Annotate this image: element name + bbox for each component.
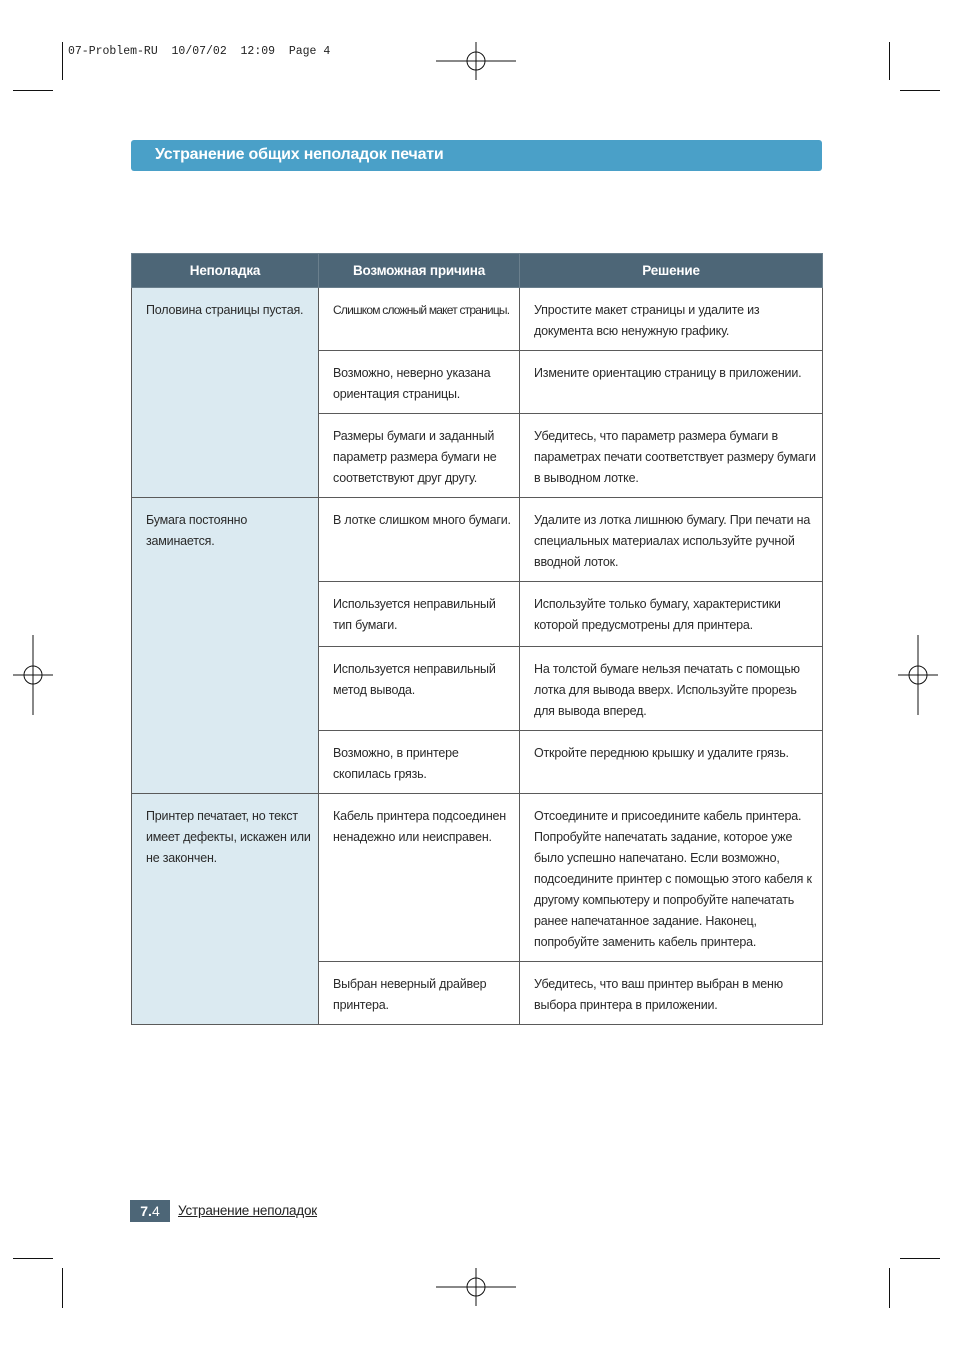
cause-cell: [319, 288, 520, 351]
cause-cell: Возможно, неверно указана ориентация страницы.: [319, 351, 520, 414]
crop-mark: [900, 90, 940, 91]
table-row: [132, 498, 823, 582]
column-header-cause: Возможная причина: [319, 254, 520, 288]
cause-cell: Используется неправильный метод вывода.: [319, 647, 520, 731]
section-title: Устранение общих неполадок печати: [155, 146, 444, 163]
table-header-row: [132, 254, 823, 288]
troubleshooting-table-wrapper: [131, 253, 822, 1025]
troubleshooting-table: [131, 253, 823, 1025]
table-row: [132, 288, 823, 351]
crop-mark: [889, 1268, 890, 1308]
solution-cell: Используйте только бумагу, характеристики которой предусмотрены для принтера.: [520, 582, 823, 647]
problem-cell: Половина страницы пустая.: [132, 288, 319, 498]
crop-mark: [13, 90, 53, 91]
solution-cell: Убедитесь, что параметр размера бумаги в параметрах печати соответствует размеру бумаги в выводном лотке.: [520, 414, 823, 498]
solution-cell: Отсоедините и присоедините кабель принтера. Попробуйте напечатать задание, которое уже было успешно напечатано. Если возможно, подсоедините принтер с помощью этого кабеля к другому компьютеру и попробуйте напечатать ранее напечатанное задание. Наконец, попробуйте заменить кабель принтера.: [520, 794, 823, 962]
footer-section-title: Устранение неполадок: [178, 1203, 318, 1218]
registration-mark-icon: [13, 635, 53, 715]
crop-mark: [889, 42, 890, 80]
print-slug: 07-Problem-RU 10/07/02 12:09 Page 4: [68, 45, 331, 58]
column-header-problem: Неполадка: [132, 254, 319, 288]
cause-cell: Кабель принтера подсоединен ненадежно или неисправен.: [319, 794, 520, 962]
page-number-badge: [130, 1200, 170, 1222]
crop-mark: [62, 42, 63, 80]
registration-mark-icon: [898, 635, 938, 715]
crop-mark: [900, 1258, 940, 1259]
solution-cell: Убедитесь, что ваш принтер выбран в меню выбора принтера в приложении.: [520, 962, 823, 1025]
crop-mark: [13, 1258, 53, 1259]
cause-cell: Выбран неверный драйвер принтера.: [319, 962, 520, 1025]
section-title-bar: [131, 140, 822, 171]
problem-cell: Принтер печатает, но текст имеет дефекты, искажен или не закончен.: [132, 794, 319, 1025]
cause-cell: Используется неправильный тип бумаги.: [319, 582, 520, 647]
solution-cell: Удалите из лотка лишнюю бумагу. При печати на специальных материалах используйте ручной вводной лоток.: [520, 498, 823, 582]
table-row: [132, 794, 823, 962]
chapter-number: 7.: [140, 1203, 152, 1219]
solution-cell: Упростите макет страницы и удалите из документа всю ненужную графику.: [520, 288, 823, 351]
cause-cell: Размеры бумаги и заданный параметр размера бумаги не соответствуют друг другу.: [319, 414, 520, 498]
cause-text: Слишком сложный макет страницы.: [333, 303, 510, 317]
cause-cell: Возможно, в принтере скопилась грязь.: [319, 731, 520, 794]
column-header-solution: Решение: [520, 254, 823, 288]
problem-cell: Бумага постоянно заминается.: [132, 498, 319, 794]
registration-mark-icon: [436, 42, 516, 82]
solution-cell: На толстой бумаге нельзя печатать с помощью лотка для вывода вверх. Используйте прорезь для вывода вперед.: [520, 647, 823, 731]
cause-cell: В лотке слишком много бумаги.: [319, 498, 520, 582]
solution-cell: Измените ориентацию страницу в приложении.: [520, 351, 823, 414]
registration-mark-icon: [436, 1268, 516, 1308]
crop-mark: [62, 1268, 63, 1308]
solution-cell: Откройте переднюю крышку и удалите грязь.: [520, 731, 823, 794]
page-number: 4: [151, 1203, 160, 1219]
